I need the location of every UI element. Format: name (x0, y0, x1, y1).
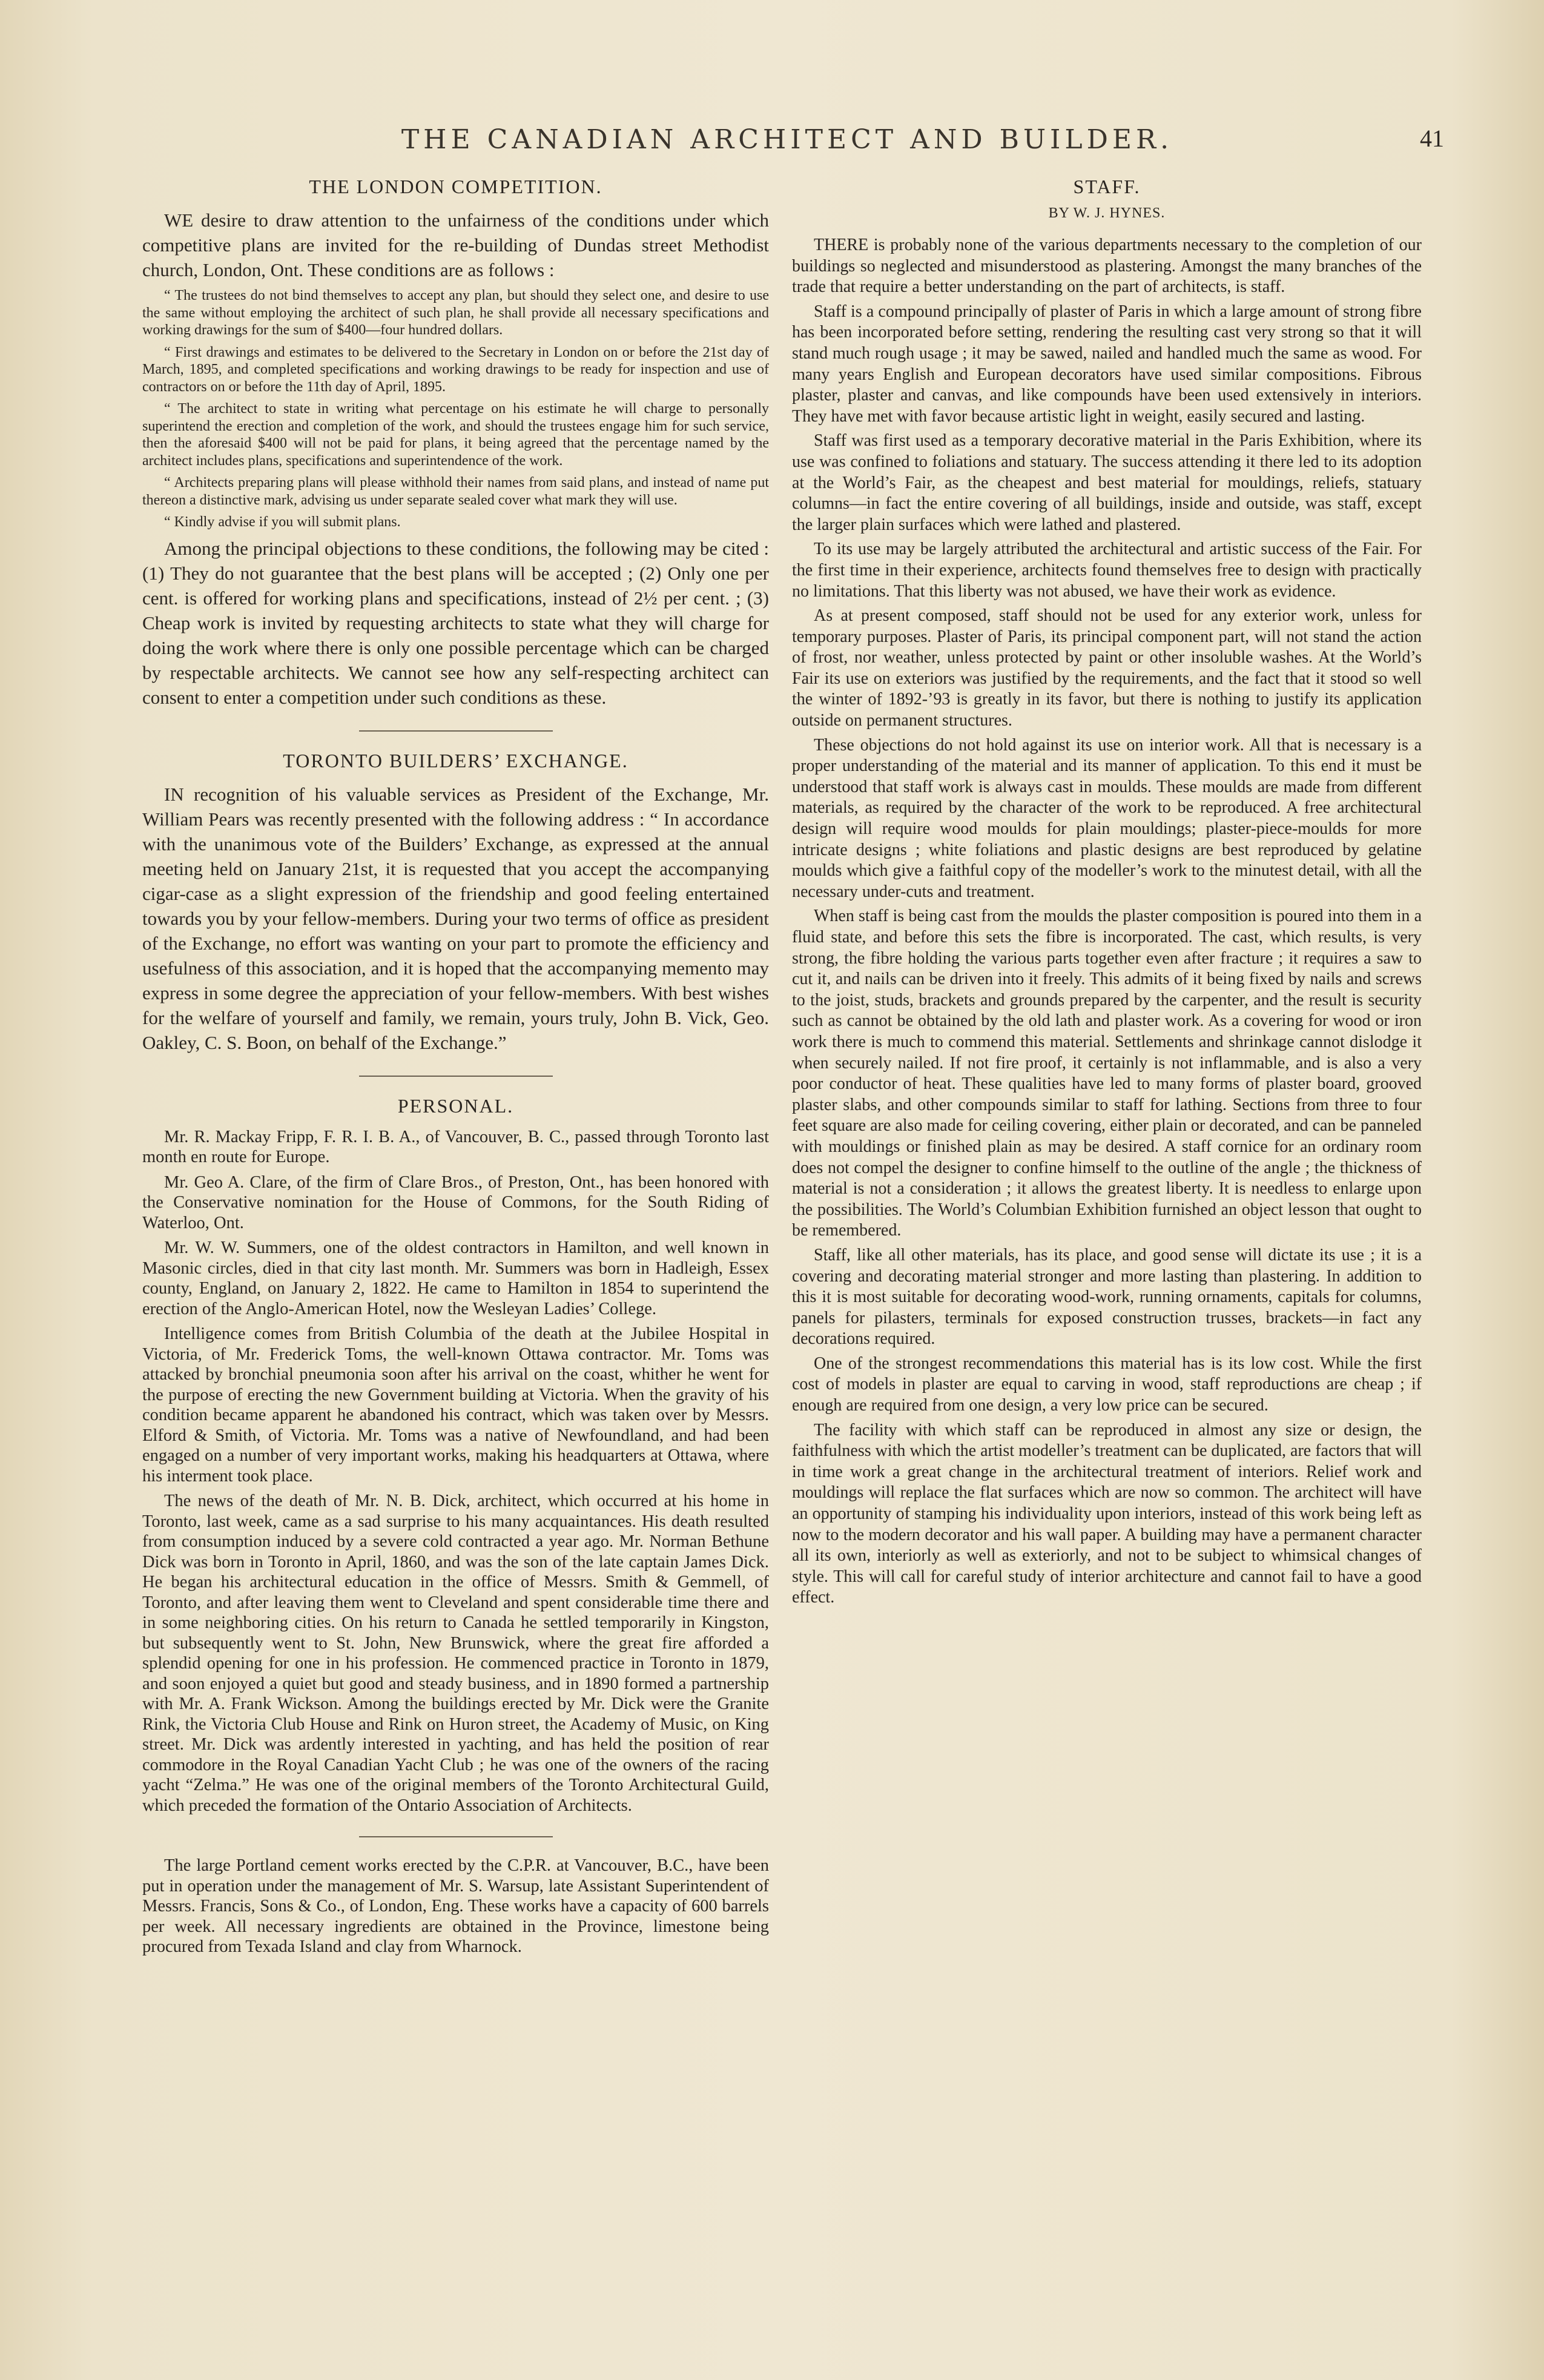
page-number: 41 (1420, 125, 1444, 152)
article-paragraph: Staff was first used as a temporary decorative material in the Paris Exhibition, where its use was confined to foliations and statuary. The success attending it there led to its adoption at the World’s Fair, as the cheapest and best material for mouldings, reliefs, statuary columns—in fact the entire covering of all buildings, inside and outside, was staff, except the larger plain surfaces which were lathed and plastered. (792, 431, 1422, 534)
article-paragraph: IN recognition of his valuable services as President of the Exchange, Mr. William Pears was recently presented with the following address : “ In accordance with the unanimous vote of the Builders’ Exchange, as expressed at the annual meeting held on January 21st, it is requested that you accept the accompanying cigar-case as a slight expression of the friendship and good feeling entertained towards you by your fellow-members. During your two terms of office as president of the Exchange, no effort was wanting on your part to promote the efficiency and usefulness of this association, and it is hoped that the accompanying memento may express in some degree the appreciation of your fellow-members. With best wishes for the welfare of yourself and family, we remain, yours truly, John B. Vick, Geo. Oakley, C. S. Boon, on behalf of the Exchange.” (142, 783, 769, 1053)
article-personal (142, 1095, 769, 1816)
article-paragraph: The large Portland cement works erected by the C.P.R. at Vancouver, B.C., have been put in operation under the management of Mr. S. Warsup, late Assistant Superintendent of Messrs. Francis, Sons & Co., of London, Eng. These works have a capacity of 600 barrels per week. All necessary ingredients are obtained in the Province, limestone being procured from Texada Island and clay from Wharnock. (142, 1856, 769, 1956)
article-paragraph: THERE is probably none of the various departments necessary to the completion of our buildings so neglected and misunderstood as plastering. Amongst the many branches of the trade that require a better understanding on the part of architects, is staff. (792, 236, 1422, 297)
article-portland-cement (142, 1856, 769, 1957)
quote-paragraph: “ First drawings and estimates to be delivered to the Secretary in London on or before the 21st day of March, 1895, and completed specifications and working drawings to be ready for inspection and use of contractors on or before the 11th day of April, 1895. (142, 344, 769, 395)
quote-paragraph: “ Kindly advise if you will submit plans. (164, 514, 401, 530)
article-staff (792, 176, 1422, 1608)
personal-item: The news of the death of Mr. N. B. Dick, architect, which occurred at his home in Toronto, last week, came as a sad surprise to his many acquaintances. His death resulted from consumption induced by a severe cold contracted a year ago. Mr. Norman Bethune Dick was born in Toronto in April, 1860, and was the son of the late captain James Dick. He began his architectural education in the office of Messrs. Smith & Gemmell, of Toronto, and after leaving them went to Cleveland and spent considerable time there and in some neighboring cities. On his return to Canada he settled temporarily in Kingston, but subsequently went to St. John, New Brunswick, where the great fire afforded a splendid opening for one in his profession. He commenced practice in Toronto in 1879, and soon enjoyed a quiet but good and steady business, and in 1890 formed a partnership with Mr. A. Frank Wickson. Among the buildings erected by Mr. Dick were the Granite Rink, the Victoria Club House and Rink on Huron street, the Academy of Music, on King street. Mr. Dick was ardently interested in yachting, and has held the position of rear commodore in the Royal Canadian Yacht Club ; he was one of the owners of the racing yacht “Zelma.” He was one of the original members of the Toronto Architectural Guild, which preceded the formation of the Ontario Association of Architects. (142, 1492, 769, 1815)
article-toronto-builders-exchange (142, 750, 769, 1055)
quote-paragraph: “ The trustees do not bind themselves to accept any plan, but should they select one, and desire to use the same without employing the architect of such plan, he shall provide all necessary specifications and working drawings for the sum of $400—four hundred dollars. (142, 288, 769, 338)
section-divider (359, 1076, 553, 1077)
article-intro: WE desire to draw attention to the unfairness of the conditions under which competitive plans are invited for the re-building of Dundas street Methodist church, London, Ont. These conditions are as follows : (142, 210, 769, 280)
quoted-conditions (142, 287, 769, 531)
personal-item: Mr. Geo A. Clare, of the firm of Clare Bros., of Preston, Ont., has been honored with the Conservative nomination for the House of Commons, for the South Riding of Waterloo, Ont. (142, 1172, 769, 1232)
article-paragraph: Staff, like all other materials, has its place, and good sense will dictate its use ; it is a covering and decorating material stronger and more lasting than plastering. In addition to this it is most suitable for decorating wood-work, running ornaments, capitals for columns, panels for pilasters, terminals for exposed construction trusses, brackets—in fact any decorations required. (792, 1245, 1422, 1349)
right-column (792, 176, 1422, 2295)
article-title: PERSONAL. (397, 1094, 514, 1117)
article-paragraph: To its use may be largely attributed the architectural and artistic success of the Fair. For the first time in their experience, architects found themselves free to design with practically no limitations. That this liberty was not abused, we have their work as evidence. (792, 540, 1422, 601)
article-paragraph: As at present composed, staff should not be used for any exterior work, unless for temporary purposes. Plaster of Paris, its principal component part, will not stand the action of frost, nor weather, unless protected by paint or other insoluble washes. At the World’s Fair its use on exteriors was justified by the requirements, and the fact that it stood so well the winter of 1892-’93 is greatly in its favor, but there is nothing to justify its application outside on permanent structures. (792, 606, 1422, 730)
section-divider (359, 1836, 553, 1837)
article-london-competition (142, 176, 769, 710)
left-column (142, 176, 769, 2259)
article-byline: BY W. J. HYNES. (1048, 205, 1166, 221)
quote-paragraph: “ Architects preparing plans will please withhold their names from said plans, and instead of name put thereon a distinctive mark, advising us under separate sealed cover what mark they will use. (142, 475, 769, 508)
personal-item: Intelligence comes from British Columbia of the death at the Jubilee Hospital in Victoria, of Mr. Frederick Toms, the well-known Ottawa contractor. Mr. Toms was attacked by bronchial pneumonia soon after his arrival on the coast, whither he went for the purpose of erecting the new Government building at Victoria. When the gravity of his condition became apparent he abandoned his contract, which was taken over by Messrs. Elford & Smith, of Victoria. Mr. Toms was a native of Newfoundland, and had been engaged on a number of very important works, making his headquarters at Ottawa, where his interment took place. (142, 1324, 769, 1486)
article-title: THE LONDON COMPETITION. (309, 176, 602, 197)
article-paragraph: Staff is a compound principally of plaster of Paris in which a large amount of strong fibre has been incorporated before setting, rendering the resulting cast very strong so that it will stand much rough usage ; it may be sawed, nailed and handled much the same as wood. For many years English and European decorators have used similar compositions. Fibrous plaster, plaster and canvas, and like compounds have been used extensively in interiors. They have met with favor because artistic light in weight, easily secured and lasting. (792, 302, 1422, 426)
article-title: STAFF. (1073, 176, 1141, 197)
article-title: TORONTO BUILDERS’ EXCHANGE. (283, 749, 628, 772)
personal-item: Mr. R. Mackay Fripp, F. R. I. B. A., of Vancouver, B. C., passed through Toronto last month en route for Europe. (142, 1127, 769, 1166)
article-paragraph: One of the strongest recommendations this material has is its low cost. While the first cost of models in plaster are equal to carving in wood, staff reproductions are cheap ; if enough are required from one design, a very low price can be secured. (792, 1354, 1422, 1415)
article-paragraph: Among the principal objections to these conditions, the following may be cited : (1) They do not guarantee that the best plans will be accepted ; (2) Only one per cent. is offered for working plans and specifications, instead of 2½ per cent. ; (3) Cheap work is invited by requesting architects to state what they will charge for doing the work where there is only one possible percentage which can be charged by respectable architects. We cannot see how any self-respecting architect can consent to enter a competition under such conditions as these. (142, 537, 769, 708)
article-paragraph: The facility with which staff can be reproduced in almost any size or design, the faithfulness with which the artist modeller’s treatment can be duplicated, are factors that will in time work a great change in the architectural treatment of interiors. Relief work and mouldings will replace the flat surfaces which are now so common. The architect will have an opportunity of stamping his individuality upon interiors, instead of this work being left as now to the modern decorator and his wall paper. A building may have a permanent character all its own, interiorly as well as exteriorly, and not to be subject to whimsical changes of style. This will call for careful study of interior architecture and cannot fail to have a good effect. (792, 1420, 1422, 1607)
masthead: THE CANADIAN ARCHITECT AND BUILDER. (401, 124, 1173, 155)
personal-item: Mr. W. W. Summers, one of the oldest contractors in Hamilton, and well known in Masonic circles, died in that city last month. Mr. Summers was born in Hadleigh, Essex county, England, on January 2, 1822. He came to Hamilton in 1854 to superintend the erection of the Anglo-American Hotel, now the Wesleyan Ladies’ College. (142, 1238, 769, 1318)
quote-paragraph: “ The architect to state in writing what percentage on his estimate he will charge to personally superintend the erection and completion of the work, and should the trustees engage him for such service, then the aforesaid $400 will not be paid for plans, it being agreed that the percentage named by the architect includes plans, specifications and superintendence of the work. (142, 401, 769, 469)
article-paragraph: When staff is being cast from the moulds the plaster composition is poured into them in a fluid state, and before this sets the fibre is incorporated. The cast, which results, is very strong, the fibre holding the various parts together even after fracture ; it requires a saw to cut it, and nails can be driven into it freely. This admits of it being fixed by nails and screws to the joist, studs, brackets and grounds prepared by the carpenter, and the result is security such as cannot be obtained by the old lath and plaster work. As a covering for wood or iron work there is much to commend this material. Settlements and shrinkage cannot dislodge it when securely nailed. If not fire proof, it certainly is not inflammable, and is also a very poor conductor of heat. These qualities have led to many forms of plaster board, grooved plaster slabs, and other compounds similar to staff for lathing. Sections from three to four feet square are also made for ceiling covering, either plain or decorated, and can be panneled with mouldings or finished plain as may be desired. A staff cornice for an ordinary room does not compel the designer to confine himself to the outline of the angle ; the thickness of material is not a consideration ; it allows the greatest liberty. It is needless to enlarge upon the possibilities. The World’s Columbian Exhibition furnished an object lesson that ought to be remembered. (792, 907, 1422, 1240)
article-paragraph: These objections do not hold against its use on interior work. All that is necessary is a proper understanding of the material and its manner of application. To this end it must be understood that staff work is always cast in moulds. These moulds are made from different materials, as required by the character of the work to be reproduced. A free architectural design will require wood moulds for plain mouldings; plaster-piece-moulds for more intricate designs ; white foliations and plastic designs are best reproduced by gelatine moulds which give a faithful copy of the modeller’s work to the minutest detail, with all the necessary under-cuts and treatment. (792, 735, 1422, 901)
section-divider (359, 730, 553, 732)
